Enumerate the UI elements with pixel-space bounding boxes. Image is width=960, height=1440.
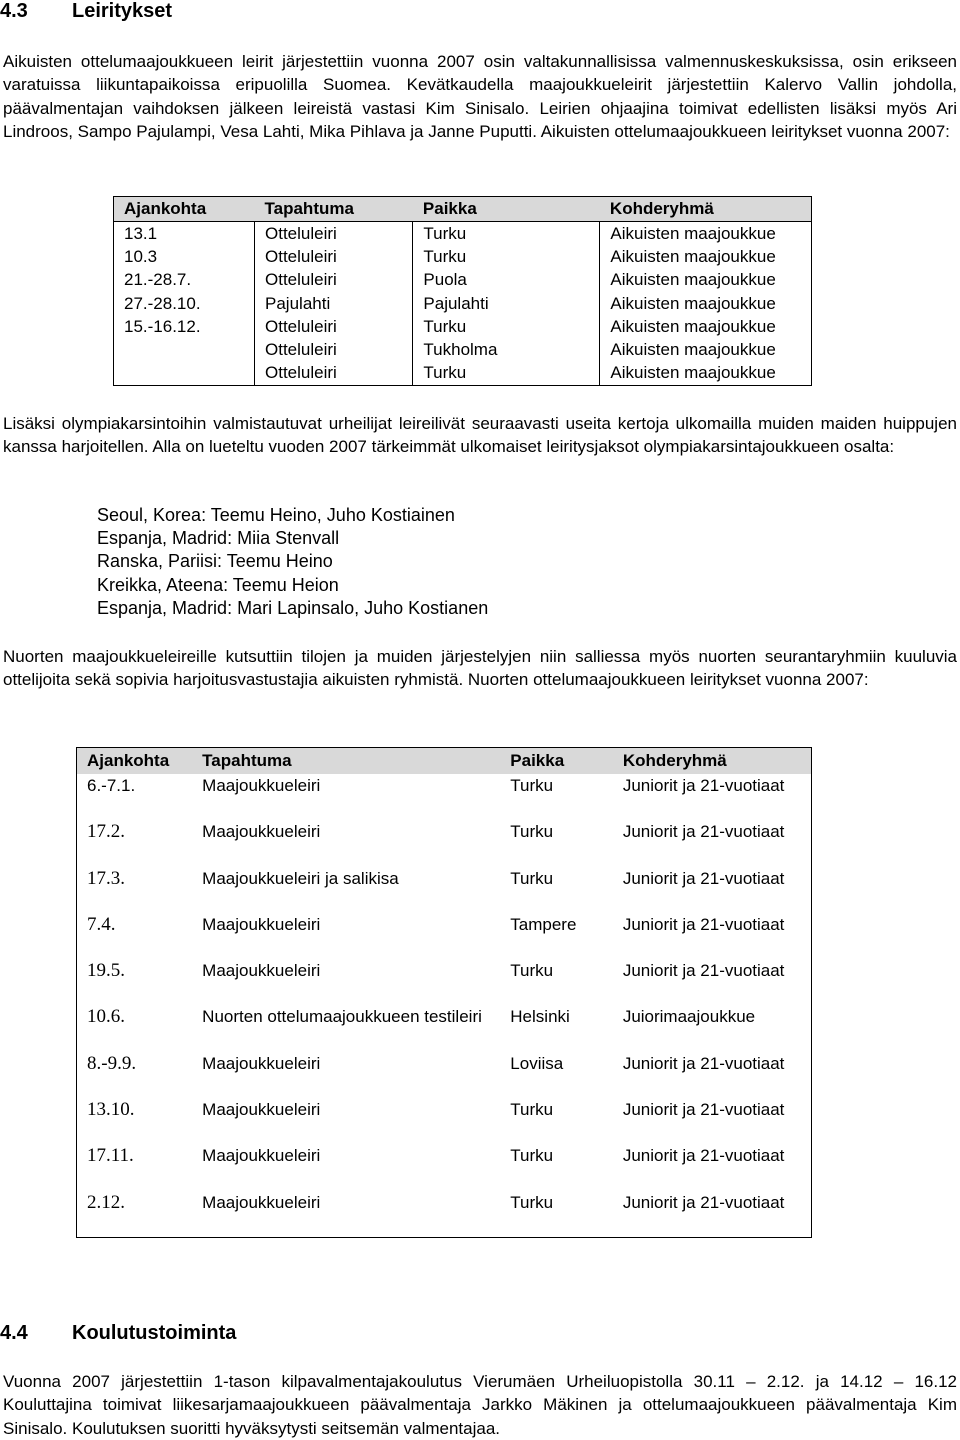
table-cell: Juniorit ja 21-vuotiaat <box>622 822 785 842</box>
column-header: Kohderyhmä <box>600 197 812 222</box>
table-cell: 8.-9.9. <box>87 1052 137 1074</box>
table-cell: Turku <box>413 245 600 268</box>
table-cell: Juiorimaajoukkue <box>622 1007 756 1027</box>
table-row <box>114 292 812 315</box>
table-cell: 19.5. <box>87 960 125 982</box>
training-paragraph: Vuonna 2007 järjestettiin 1-tason kilpavalmentajakoulutus Vierumäen Urheiluopistolla 30.11 – 2.12. ja 14.12 – 16.12 Kouluttajina toimivat liikesarjamaajoukkueen päävalmentaja Jarkko Mäkinen ja ottelumaajoukkueen päävalmentaja Kim Sinisalo. Koulutuksen suoritti hyväksytysti seitsemän valmentajaa. <box>3 1372 957 1438</box>
table-cell: Juniorit ja 21-vuotiaat <box>622 1053 785 1073</box>
table-cell: Maajoukkueleiri <box>202 822 321 842</box>
table-row <box>77 820 812 866</box>
table-cell: Otteluleiri <box>255 245 413 268</box>
table-cell: Tukholma <box>413 338 600 361</box>
table-row <box>77 913 812 959</box>
table-cell: Aikuisten maajoukkue <box>610 246 776 266</box>
adult-camps-table <box>113 196 812 386</box>
table-cell: 10.6. <box>87 1006 125 1028</box>
table-row <box>77 1005 812 1051</box>
table-cell: Aikuisten maajoukkue <box>610 316 776 336</box>
abroad-camps-list <box>97 504 488 620</box>
table-cell: Aikuisten maajoukkue <box>610 340 776 360</box>
table-cell: Turku <box>413 362 600 386</box>
column-header: Ajankohta <box>77 748 193 775</box>
section-title: Koulutustoiminta <box>72 1322 237 1344</box>
table-cell: Juniorit ja 21-vuotiaat <box>622 1100 785 1120</box>
table-cell: Maajoukkueleiri <box>202 776 321 795</box>
table-cell: Turku <box>510 1146 554 1166</box>
table-cell: Maajoukkueleiri <box>202 1146 321 1166</box>
table-row <box>77 1052 812 1098</box>
table-header-row <box>77 748 812 775</box>
table-cell: Turku <box>510 1192 554 1212</box>
list-item: Kreikka, Ateena: Teemu Heion <box>97 574 339 595</box>
table-row <box>114 222 812 246</box>
table-cell: Maajoukkueleiri <box>202 1192 321 1212</box>
abroad-paragraph: Lisäksi olympiakarsintoihin valmistautuvat urheilijat leireilivät seuraavasti useita kertoja ulkomailla muiden maiden huippujen kanssa harjoitellen. Alla on lueteltu vuoden 2007 tärkeimmät ulkomaiset leiritysjaksot olympiakarsintajoukkueen osalta: <box>3 414 957 457</box>
table-cell: Otteluleiri <box>255 338 413 361</box>
column-header: Tapahtuma <box>192 748 500 775</box>
table-cell: Puola <box>413 269 600 292</box>
table-cell: Turku <box>413 222 600 246</box>
table-cell: Pajulahti <box>413 292 600 315</box>
table-row <box>77 774 812 820</box>
table-cell: Aikuisten maajoukkue <box>610 223 776 243</box>
column-header: Ajankohta <box>114 197 255 222</box>
table-row <box>114 315 812 338</box>
table-cell: Otteluleiri <box>255 269 413 292</box>
table-row <box>77 1098 812 1144</box>
table-cell: 6.-7.1. <box>87 776 136 795</box>
list-item: Espanja, Madrid: Miia Stenvall <box>97 528 340 549</box>
section-title: Leiritykset <box>72 0 173 22</box>
table-cell: Otteluleiri <box>255 315 413 338</box>
table-cell: Helsinki <box>510 1007 570 1027</box>
table-cell <box>114 362 255 386</box>
table-cell: Otteluleiri <box>255 362 413 386</box>
table-cell: 17.3. <box>87 867 125 889</box>
table-cell: 27.-28.10. <box>114 292 255 315</box>
table-cell: Juniorit ja 21-vuotiaat <box>622 868 785 888</box>
table-cell: 21.-28.7. <box>114 269 255 292</box>
table-cell: Juniorit ja 21-vuotiaat <box>622 776 785 795</box>
table-cell: Aikuisten maajoukkue <box>610 270 776 290</box>
table-cell: Turku <box>510 868 554 888</box>
column-header: Paikka <box>500 748 613 775</box>
table-row <box>114 269 812 292</box>
table-cell: 13.10. <box>87 1099 135 1121</box>
table-cell: Maajoukkueleiri ja salikisa <box>202 868 399 888</box>
table-cell: Turku <box>510 1100 554 1120</box>
table-cell: 7.4. <box>87 913 116 935</box>
table-row <box>114 338 812 361</box>
table-cell: Juniorit ja 21-vuotiaat <box>622 1192 785 1212</box>
table-cell: 10.3 <box>114 245 255 268</box>
table-cell: Turku <box>510 961 554 981</box>
table-cell: Tampere <box>510 914 577 934</box>
table-cell: Turku <box>510 776 554 795</box>
table-cell: Nuorten ottelumaajoukkueen testileiri <box>202 1007 482 1027</box>
table-cell: Otteluleiri <box>255 222 413 246</box>
intro-paragraph: Aikuisten ottelumaajoukkueen leirit järjestettiin vuonna 2007 osin valtakunnallisissa valmennuskeskuksissa, osin erikseen varatuissa liikuntapaikoissa eripuolilla Suomea. Kevätkaudella maajoukkueleirit järjestettiin Kalervo Vallin johdolla, päävalmentajan vaihdoksen jälkeen leireistä vastasi Kim Sinisalo. Leirien ohjaajina toimivat edellisten lisäksi myös Ari Lindroos, Sampo Pajulampi, Vesa Lahti, Mika Pihlava ja Janne Puputti. Aikuisten ottelumaajoukkueen leiritykset vuonna 2007: <box>3 52 957 141</box>
table-cell: Juniorit ja 21-vuotiaat <box>622 961 785 981</box>
table-row <box>114 245 812 268</box>
table-cell: Maajoukkueleiri <box>202 1053 321 1073</box>
youth-paragraph: Nuorten maajoukkueleireille kutsuttiin tilojen ja muiden järjestelyjen niin salliessa myös nuorten seurantaryhmiin kuuluvia ottelijoita sekä sopivia harjoitusvastustajia aikuisten ryhmistä. Nuorten ottelumaajoukkueen leiritykset vuonna 2007: <box>3 647 957 690</box>
table-row <box>77 867 812 913</box>
table-cell: 13.1 <box>114 222 255 246</box>
table-row <box>77 959 812 1005</box>
table-cell: Juniorit ja 21-vuotiaat <box>622 914 785 934</box>
table-header-row <box>114 197 812 222</box>
section-number: 4.3 <box>0 0 28 22</box>
section-heading-leiritykset <box>0 0 172 23</box>
column-header: Tapahtuma <box>255 197 413 222</box>
list-item: Espanja, Madrid: Mari Lapinsalo, Juho Kostianen <box>97 597 489 618</box>
column-header: Paikka <box>413 197 600 222</box>
list-item: Ranska, Pariisi: Teemu Heino <box>97 551 333 572</box>
table-cell: 2.12. <box>87 1191 125 1213</box>
table-cell: Aikuisten maajoukkue <box>610 293 776 313</box>
table-cell: Juniorit ja 21-vuotiaat <box>622 1146 785 1166</box>
table-cell <box>114 338 255 361</box>
table-cell: Maajoukkueleiri <box>202 961 321 981</box>
table-cell: Maajoukkueleiri <box>202 914 321 934</box>
table-cell: 17.11. <box>87 1145 134 1167</box>
table-row <box>114 362 812 386</box>
table-cell: Loviisa <box>510 1053 564 1073</box>
table-row <box>77 1191 812 1238</box>
table-cell: 15.-16.12. <box>114 315 255 338</box>
column-header: Kohderyhmä <box>613 748 812 775</box>
table-row <box>77 1144 812 1190</box>
section-number: 4.4 <box>0 1322 28 1344</box>
youth-camps-table <box>76 747 812 1238</box>
table-cell: 17.2. <box>87 821 125 843</box>
table-cell: Turku <box>413 315 600 338</box>
list-item: Seoul, Korea: Teemu Heino, Juho Kostiainen <box>97 505 455 525</box>
table-cell: Aikuisten maajoukkue <box>610 363 776 383</box>
section-heading-koulutustoiminta <box>0 1322 236 1345</box>
table-cell: Maajoukkueleiri <box>202 1100 321 1120</box>
table-cell: Pajulahti <box>255 292 413 315</box>
table-cell: Turku <box>510 822 554 842</box>
